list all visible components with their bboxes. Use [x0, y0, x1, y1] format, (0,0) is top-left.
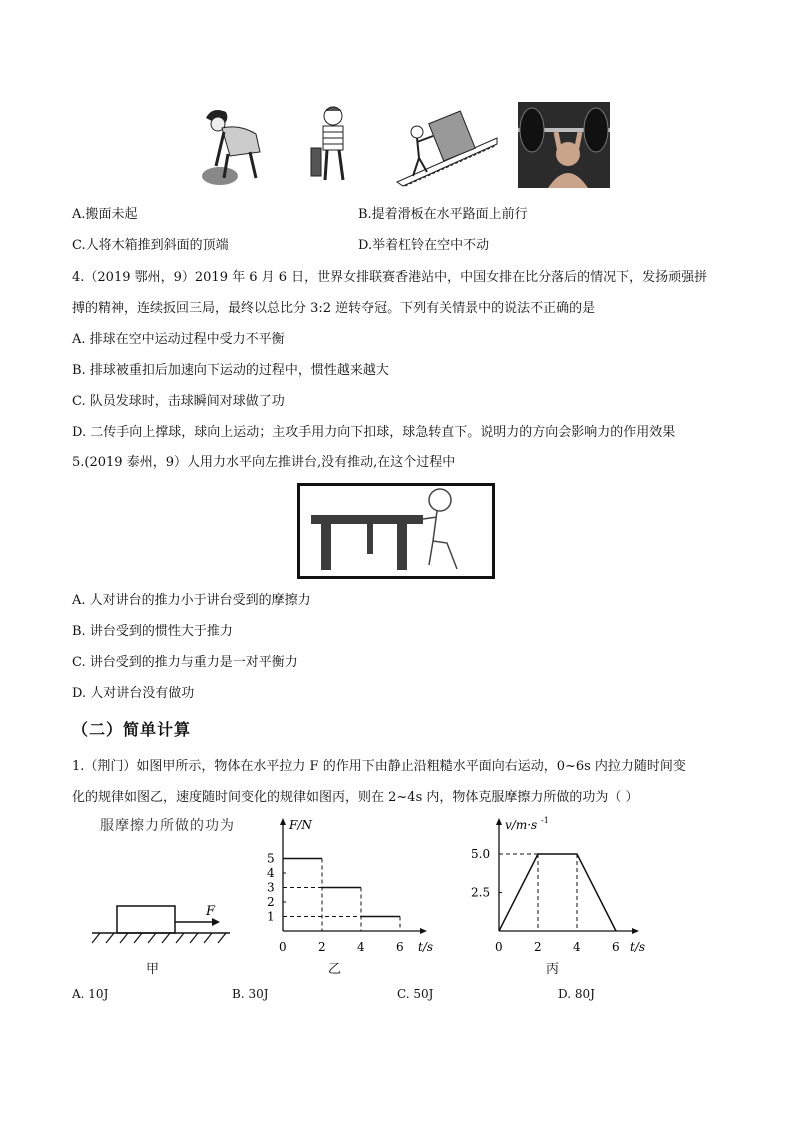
y-axis-label: v/m·s [505, 818, 538, 832]
figure-yi-caption: 乙 [328, 962, 342, 977]
x-tick-label: 6 [612, 940, 620, 954]
q4-stem-line2: 搏的精神，连续扳回三局，最终以总比分 3:2 逆转夺冠。下列有关情景中的说法不正确的是 [72, 301, 596, 316]
calc1-stem-line2: 化的规律如图乙，速度随时间变化的规律如图丙，则在 2~4s 内，物体克服摩擦力所做的功为（ ） [72, 790, 639, 805]
q5-option-a: A. 人对讲台的推力小于讲台受到的摩擦力 [72, 593, 311, 608]
y-tick-label: 2.5 [471, 885, 491, 900]
y-tick-label: 2 [267, 895, 275, 909]
q5-option-c: C. 讲台受到的推力与重力是一对平衡力 [72, 655, 298, 670]
q3-option-c: C.人将木箱推到斜面的顶端 [72, 238, 229, 253]
figure-bing-velocity-time-graph [464, 813, 664, 955]
velocity-series-line [499, 854, 616, 931]
y-tick-label: 5.0 [471, 847, 491, 861]
x-tick-label: 4 [573, 940, 581, 954]
weightlifter-photo [518, 102, 610, 188]
q3-option-a: A.搬面未起 [72, 207, 138, 222]
y-axis-arrow [496, 818, 502, 825]
q5-option-d: D. 人对讲台没有做功 [72, 686, 195, 701]
q4-option-b: B. 排球被重扣后加速向下运动的过程中，惯性越来越大 [72, 363, 389, 378]
figure-jia-block-on-surface [88, 895, 234, 957]
calc1-option-a: A. 10J [72, 987, 109, 1001]
y-axis-label: F/N [289, 818, 312, 832]
figure-jia-caption: 甲 [146, 962, 160, 977]
x-axis-label: t/s [418, 940, 434, 954]
q5-option-b: B. 讲台受到的惯性大于推力 [72, 624, 233, 639]
section-heading: （二）简单计算 [72, 720, 192, 739]
q4-option-d: D. 二传手向上撑球，球向上运动；主攻手用力向下扣球，球急转直下。说明力的方向会影响力的作用效果 [72, 425, 676, 440]
x-axis-arrow [420, 928, 427, 934]
q3-option-d: D.举着杠铃在空中不动 [358, 238, 490, 253]
q5-stem: 5.(2019 泰州，9）人用力水平向左推讲台,没有推动,在这个过程中 [72, 455, 456, 470]
x-tick-label: 0 [279, 940, 287, 954]
girl-lifting-stone-illustration [198, 104, 270, 186]
y-tick-label: 1 [267, 909, 275, 924]
calc1-option-c: C. 50J [397, 987, 434, 1001]
q4-option-a: A. 排球在空中运动过程中受力不平衡 [72, 332, 285, 347]
y-tick-label: 5 [267, 851, 275, 866]
y-axis-arrow [280, 818, 286, 825]
calc1-option-b: B. 30J [232, 987, 269, 1001]
calc1-option-d: D. 80J [558, 987, 595, 1001]
force-arrow-label: F [206, 904, 216, 919]
calc1-stem-line1: 1.（荆门）如图甲所示，物体在水平拉力 F 的作用下由静止沿粗糙水平面向右运动，0~6s 内拉力随时间变 [72, 759, 686, 774]
y-tick-label: 4 [267, 866, 275, 880]
x-tick-label: 4 [357, 940, 365, 954]
q4-stem-line1: 4.（2019 鄂州，9）2019 年 6 月 6 日，世界女排联赛香港站中，中国女排在比分落后的情况下，发扬顽强拼 [72, 270, 708, 285]
x-axis-label: t/s [630, 940, 646, 954]
person-pushing-lectern-figure [297, 483, 495, 579]
handwritten-note: 服摩擦力所做的功为 [100, 818, 235, 834]
q3-option-b: B.提着滑板在水平路面上前行 [358, 207, 528, 222]
y-axis-label-superscript: -1 [541, 816, 549, 825]
q4-option-c: C. 队员发球时，击球瞬间对球做了功 [72, 394, 285, 409]
x-tick-label: 2 [534, 940, 542, 954]
figure-bing-caption: 丙 [546, 962, 560, 977]
x-tick-label: 6 [396, 940, 404, 954]
x-tick-label: 0 [495, 940, 503, 954]
man-pushing-box-up-slope-illustration [395, 108, 499, 188]
y-tick-label: 3 [267, 880, 275, 895]
x-axis-arrow [632, 928, 639, 934]
figure-yi-force-time-graph [250, 813, 450, 955]
x-tick-label: 2 [318, 940, 326, 954]
boy-carrying-skateboard-illustration [307, 104, 357, 188]
